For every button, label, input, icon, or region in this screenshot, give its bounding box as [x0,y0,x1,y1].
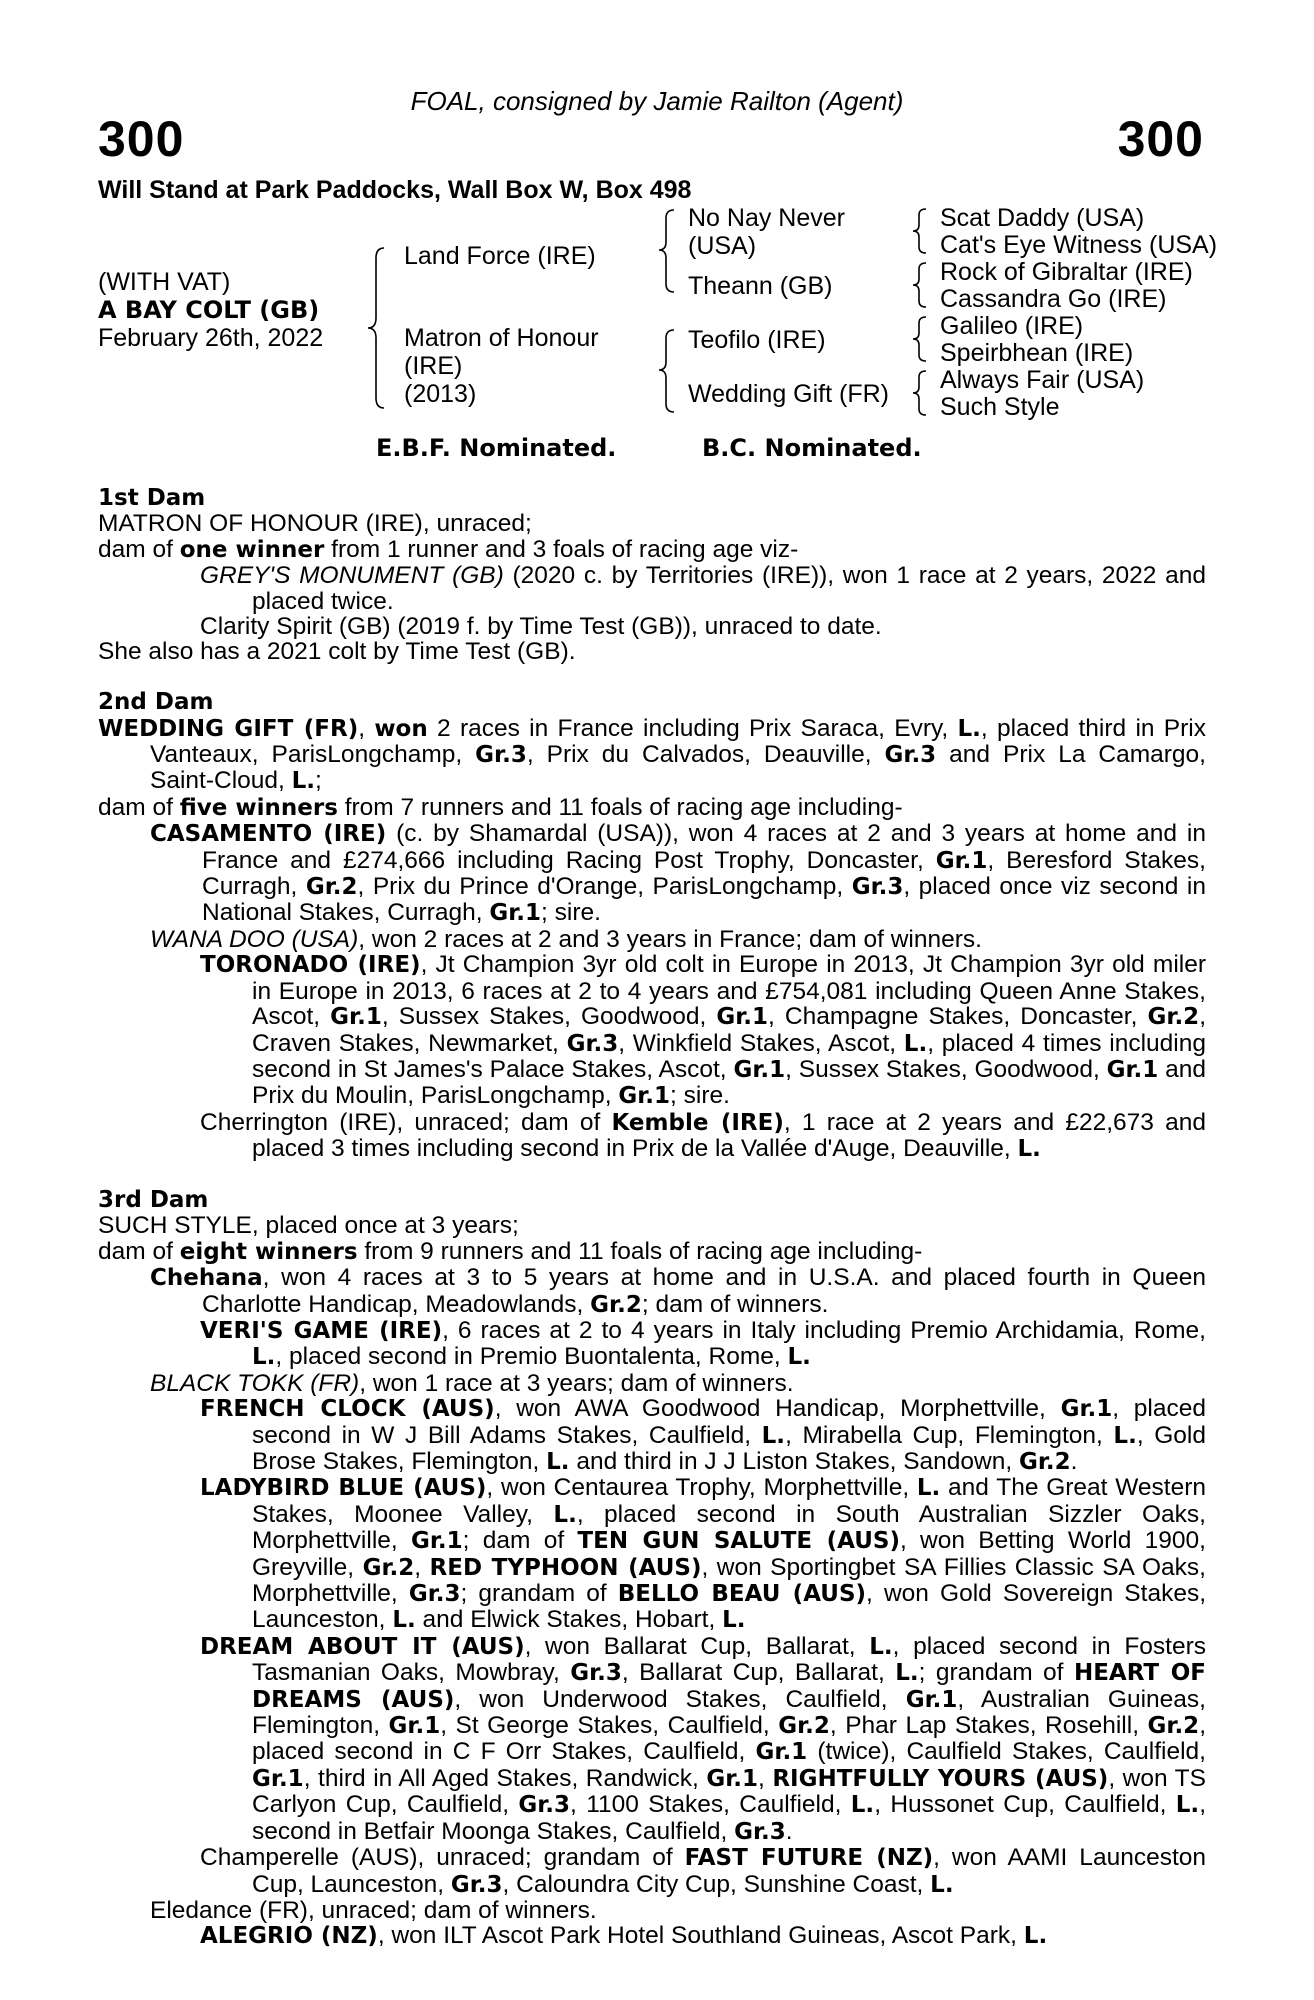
produce-entry [200,1845,1206,1898]
race-grade: Gr.3 [408,1581,461,1608]
race-grade: L. [957,715,981,742]
text-run: , [758,1764,773,1792]
text-run: , Sussex Stakes, Goodwood, [785,1055,1107,1083]
race-grade: L. [392,1607,416,1634]
ebf-nomination: E.B.F. Nominated. [376,434,617,462]
race-grade: L. [553,1501,577,1528]
race-grade: Gr.2 [778,1713,830,1740]
race-grade: L. [1023,1923,1048,1950]
text-run: dam of [98,1237,180,1265]
pedigree-sire: Land Force (IRE) [404,242,596,270]
text-run: , won 1 race at 3 years; dam of winners. [359,1369,794,1397]
pedigree-ggp-2: Cat's Eye Witness (USA) [940,231,1218,259]
produce-entry [150,927,1206,952]
pedigree-ggp-3: Rock of Gibraltar (IRE) [940,258,1193,286]
third-dam-line: SUCH STYLE, placed once at 3 years; [98,1212,519,1240]
text-run: ; grandam of [460,1580,618,1608]
text-run: ; dam of [462,1527,578,1555]
produce-note: She also has a 2021 colt by Time Test (GB). [98,638,576,666]
pedigree-sire-dam: Theann (GB) [688,272,833,300]
horse-name-bold: HEART OF DREAMS (AUS) [252,1660,1206,1713]
produce-entry [150,1265,1206,1318]
text-run: , won 2 races at 2 and 3 years in France; dam of winners. [358,925,982,953]
text-run: and The Great Western Stakes, Moonee Valley, [252,1474,1206,1528]
pedigree-brace-ggp-1 [910,206,932,256]
race-grade: L. [252,1344,276,1371]
third-dam-produce-summary [98,1239,1206,1265]
text-run: , 6 races at 2 to 4 years in Italy including Premio Archidamia, Rome, [442,1316,1206,1344]
foaling-date: February 26th, 2022 [98,324,324,352]
vat-note: (WITH VAT) [98,268,231,296]
text-run: (twice), Caulfield Stakes, Caulfield, [807,1738,1206,1766]
race-grade: Gr.2 [1147,1713,1200,1740]
text-run: Champerelle (AUS), unraced; grandam of [200,1844,685,1872]
horse-name-bold: Chehana [150,1265,263,1292]
race-grade: Gr.1 [935,847,988,874]
race-grade: L. [916,1475,941,1502]
text-run: , Beresford Stakes, Curragh, [202,846,1206,901]
text-run: , third in All Aged Stakes, Randwick, [303,1764,707,1792]
text-run: from 9 runners and 11 foals of racing age including- [357,1237,923,1265]
text-run: , Australian Guineas, Flemington, [252,1685,1206,1740]
text-run: , placed third in Prix Vanteaux, ParisLongchamp, [150,714,1206,769]
produce-entry: Clarity Spirit (GB) (2019 f. by Time Test (GB)), unraced to date. [200,613,882,641]
race-grade: L. [1113,1422,1137,1449]
text-run: ; grandam of [918,1659,1074,1687]
pedigree-brace-main [364,244,394,412]
race-grade: Gr.1 [1060,1396,1113,1423]
horse-name-bold: TORONADO (IRE) [200,952,421,979]
pedigree-sire-sire-line2: (USA) [688,232,757,260]
race-grade: L. [546,1449,570,1475]
produce-record [98,486,1206,1950]
text-run: (2020 c. by Territories (IRE)), won 1 race at 2 years, 2022 and placed twice. [252,562,1206,615]
first-dam-line: MATRON OF HONOUR (IRE), unraced; [98,510,532,538]
second-dam-produce-summary [98,795,1206,821]
produce-entry [200,1110,1206,1163]
produce-entry [150,821,1206,927]
text-run: and Prix La Camargo, Saint-Cloud, [150,741,1206,795]
race-grade: L. [903,1030,928,1057]
race-grade: L. [895,1660,919,1687]
text-run: , Winkfield Stakes, Ascot, [618,1029,904,1057]
race-grade: Gr.3 [450,1871,503,1898]
horse-name-bold: VERI'S GAME (IRE) [200,1317,443,1344]
text-run: , won 4 races at 3 to 5 years at home and in U.S.A. and placed fourth in Queen Charlotte Handicap, Meadowlands, [202,1264,1206,1318]
horse-name-bold: WEDDING GIFT (FR) [98,715,359,742]
pedigree-dam-sire: Teofilo (IRE) [688,326,826,354]
produce-entry [150,1371,1206,1396]
text-run: , won AWA Goodwood Handicap, Morphettville, [494,1395,1061,1423]
pedigree-ggp-7: Always Fair (USA) [940,366,1145,394]
text-run: ; sire. [670,1082,730,1110]
race-grade: Gr.2 [1147,1004,1200,1031]
race-grade: L. [1017,1136,1041,1163]
text-run: , placed second in South Australian Sizzler Oaks, Morphettville, [252,1500,1206,1555]
stand-location: Will Stand at Park Paddocks, Wall Box W, Box 498 [98,176,692,204]
horse-name-italic: WANA DOO (USA) [150,925,359,953]
text-run: , won Ballarat Cup, Ballarat, [524,1632,870,1660]
race-grade: Gr.2 [1018,1449,1071,1475]
text-run: , Sussex Stakes, Goodwood, [381,1003,717,1031]
text-run: ; dam of winners. [641,1290,829,1318]
text-run: , won AAMI Launceston Cup, Launceston, [252,1844,1206,1898]
text-run: from 1 runner and 3 foals of racing age viz- [324,535,799,563]
pedigree-ggp-8: Such Style [940,393,1060,421]
text-run: , won ILT Ascot Park Hotel Southland Guineas, Ascot Park, [377,1922,1024,1950]
text-run: dam of [98,793,180,821]
lot-number-left: 300 [98,111,185,167]
produce-entry [200,1475,1206,1633]
race-grade: Gr.1 [618,1083,671,1110]
text-run: , placed second in W J Bill Adams Stakes, Caulfield, [252,1395,1206,1449]
text-run: , won Gold Sovereign Stakes, Launceston, [252,1580,1207,1634]
race-grade: Gr.1 [716,1004,769,1031]
pedigree-brace-sire [656,206,682,296]
race-grade: Gr.1 [755,1739,808,1766]
race-grade: Gr.3 [518,1792,571,1819]
horse-name: A BAY COLT (GB) [98,296,320,324]
text-run: , Jt Champion 3yr old colt in Europe in 2013, Jt Champion 3yr old miler in Europe in 2013, 6 races at 2 to 4 years and £754,081 including Queen Anne Stakes, Ascot, [252,951,1206,1031]
horse-name-bold: BELLO BEAU (AUS) [617,1581,867,1608]
produce-entry [200,1396,1206,1475]
text-run: , Champagne Stakes, Doncaster, [768,1003,1148,1031]
text-run: 2 races in France including Prix Saraca, Evry, [427,714,958,742]
text-run: from 7 runners and 11 foals of racing age including- [337,793,903,821]
text-run: , Phar Lap Stakes, Rosehill, [829,1712,1148,1740]
text-run: , Prix du Prince d'Orange, ParisLongchamp, [357,873,852,901]
text-run: and Elwick Stakes, Hobart, [415,1606,723,1634]
horse-name-bold: Kemble (IRE) [611,1109,784,1136]
text-run: , placed second in Premio Buontalenta, Rome, [275,1343,788,1371]
horse-name-bold: RED TYPHOON (AUS) [429,1554,702,1581]
pedigree-ggp-1: Scat Daddy (USA) [940,204,1145,232]
first-dam-heading: 1st Dam [98,485,206,511]
produce-entry [200,563,1206,614]
race-grade: Gr.3 [884,742,937,769]
race-grade: Gr.3 [734,1818,786,1845]
horse-name-bold: ALEGRIO (NZ) [200,1923,378,1950]
produce-entry: Eledance (FR), unraced; dam of winners. [150,1896,597,1924]
produce-entry [200,1923,1206,1949]
horse-name-italic: GREY'S MONUMENT (GB) [200,562,504,590]
horse-name-bold: TEN GUN SALUTE (AUS) [577,1528,900,1555]
text-run: (c. by Shamardal (USA)), won 4 races at 2 and 3 years at home and in France and £274,666 including Racing Post Trophy, Doncaster, [202,820,1206,874]
race-grade: Gr.2 [305,874,358,901]
race-grade: L. [291,768,316,795]
second-dam-line [98,716,1206,795]
produce-entry [200,952,1206,1109]
pedigree-sire-sire-line1: No Nay Never [688,204,845,232]
race-grade: L. [722,1607,746,1634]
text-run: , Hussonet Cup, Caulfield, [874,1791,1176,1819]
race-grade: L. [761,1422,786,1449]
race-grade: Gr.1 [410,1528,463,1555]
text-run: , 1100 Stakes, Caulfield, [570,1791,851,1819]
pedigree-dam-dam: Wedding Gift (FR) [688,380,889,408]
pedigree-ggp-4: Cassandra Go (IRE) [940,285,1167,313]
race-grade: Gr.3 [475,742,527,769]
text-run: , [414,1553,430,1581]
third-dam-heading: 3rd Dam [98,1186,209,1213]
produce-entry [200,1634,1206,1845]
text-run: Cherrington (IRE), unraced; dam of [200,1108,612,1136]
winners-count: one winner [179,536,325,563]
section-spacer [98,665,1206,690]
race-grade: Gr.1 [1106,1056,1159,1083]
pedigree-dam-line3: (2013) [404,380,477,408]
race-grade: Gr.3 [570,1660,622,1687]
text-run: , Mirabella Cup, Flemington, [785,1421,1114,1449]
race-grade: Gr.1 [252,1765,304,1792]
text-run: , placed second in C F Orr Stakes, Caulfield, [252,1712,1206,1766]
race-grade: L. [1175,1792,1200,1819]
race-grade: Gr.3 [566,1030,619,1057]
text-run: , Ballarat Cup, Ballarat, [621,1659,896,1687]
winners-count: eight winners [179,1238,358,1265]
text-run: , placed once viz second in National Stakes, Curragh, [202,873,1206,927]
race-grade: L. [787,1344,811,1371]
race-grade: Gr.1 [733,1056,786,1083]
consignor-line: FOAL, consigned by Jamie Railton (Agent) [410,86,904,116]
text-run: , [358,714,375,742]
produce-entry [200,1318,1206,1371]
text-run: , won Betting World 1900, Greyville, [252,1527,1206,1581]
text-run: and third in J J Liston Stakes, Sandown, [569,1448,1019,1475]
text-run: , won Centaurea Trophy, Morphettville, [486,1474,917,1502]
race-grade: L. [850,1792,875,1819]
text-run: , second in Betfair Moonga Stakes, Caulfield, [252,1791,1206,1845]
race-grade: Gr.2 [590,1291,642,1318]
text-run: , Gold Brose Stakes, Flemington, [252,1421,1206,1475]
text-run: . [785,1817,793,1845]
text-run: , won TS Carlyon Cup, Caulfield, [252,1764,1206,1819]
winners-count: five winners [179,794,338,821]
pedigree-dam-line1: Matron of Honour [404,324,599,352]
pedigree-brace-ggp-4 [910,368,932,418]
pedigree-ggp-6: Speirbhean (IRE) [940,339,1134,367]
lot-number-right: 300 [1117,111,1204,167]
horse-name-bold: FAST FUTURE (NZ) [684,1845,934,1872]
race-grade: Gr.3 [851,874,904,901]
race-grade: Gr.1 [905,1686,958,1713]
race-grade: L. [869,1633,893,1660]
race-grade: Gr.1 [330,1004,382,1031]
text-run: ; sire. [541,899,601,927]
horse-name-bold: LADYBIRD BLUE (AUS) [200,1475,487,1502]
text-run: dam of [98,535,180,563]
pedigree-brace-ggp-2 [910,260,932,310]
race-grade: Gr.1 [489,900,542,927]
text-run: , St George Stakes, Caulfield, [440,1712,779,1740]
text-run: , placed 4 times including second in St James's Palace Stakes, Ascot, [252,1029,1206,1083]
horse-name-bold: DREAM ABOUT IT (AUS) [200,1633,525,1660]
text-run: , Prix du Calvados, Deauville, [526,741,885,769]
text-run: and Prix du Moulin, ParisLongchamp, [252,1055,1206,1110]
text-run: , won Underwood Stakes, Caulfield, [454,1685,906,1713]
text-run: won [374,715,428,742]
first-dam-produce-summary [98,537,1206,563]
pedigree-dam-line2: (IRE) [404,352,463,380]
race-grade: Gr.2 [362,1554,415,1581]
section-spacer [98,1163,1206,1188]
text-run: , 1 race at 2 years and £22,673 and placed 3 times including second in Prix de la Vallée d'Auge, Deauville, [252,1108,1206,1163]
race-grade: Gr.1 [388,1713,441,1740]
race-grade: L. [930,1871,954,1898]
text-run: ; [315,767,322,795]
text-run: , Caloundra City Cup, Sunshine Coast, [502,1870,931,1898]
horse-name-italic: BLACK TOKK (FR) [150,1369,360,1397]
horse-name-bold: CASAMENTO (IRE) [150,821,387,848]
pedigree-brace-dam [656,326,682,416]
pedigree-brace-ggp-3 [910,314,932,364]
pedigree-ggp-5: Galileo (IRE) [940,312,1084,340]
bc-nomination: B.C. Nominated. [702,434,922,462]
race-grade: Gr.1 [706,1765,758,1792]
text-run: . [1070,1448,1078,1475]
horse-name-bold: RIGHTFULLY YOURS (AUS) [772,1765,1109,1792]
text-run: , won Sportingbet SA Fillies Classic SA Oaks, Morphettville, [252,1553,1206,1608]
text-run: , Craven Stakes, Newmarket, [252,1003,1206,1057]
horse-name-bold: FRENCH CLOCK (AUS) [200,1396,495,1423]
text-run: , placed second in Fosters Tasmanian Oaks, Mowbray, [252,1632,1206,1687]
second-dam-heading: 2nd Dam [98,689,214,716]
